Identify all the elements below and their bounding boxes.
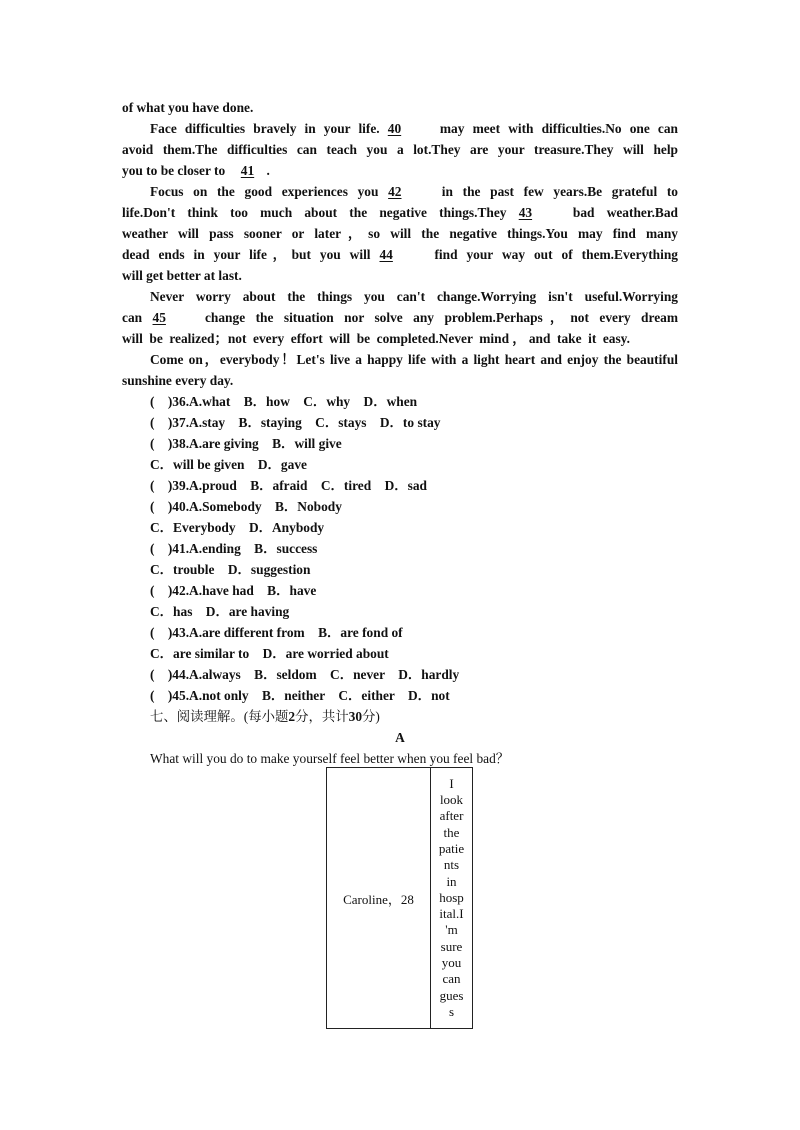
passage-line: will be realized；not every effort will be completed.Never mind，and take it easy. [122,331,630,346]
option-line: ( )41.A.ending B．success [150,541,318,556]
blank-44: 44 [379,247,393,262]
passage-line: Come on，everybody！Let's live a happy life with a light heart and enjoy the beautiful [150,352,678,367]
option-line: ( )38.A.are giving B．will give [150,436,342,451]
passage-line: Focus on the good experiences you 42 in the past few years.Be grateful to [150,184,678,199]
option-line: ( )42.A.have had B．have [150,583,317,598]
passage-line: of what you have done. [122,100,254,115]
option-line: ( )44.A.always B．seldom C．never D．hardly [150,667,460,682]
passage-line: Face difficulties bravely in your life. 40 may meet with difficulties.No one can [150,121,678,136]
blank-40: 40 [387,121,402,136]
passage-line: life.Don't think too much about the negative things.They 43 bad weather.Bad [122,205,678,220]
option-line: C．Everybody D．Anybody [150,520,325,535]
option-line: C．will be given D．gave [150,457,307,472]
option-line: ( )45.A.not only B．neither C．either D．not [150,688,450,703]
option-line: ( )39.A.proud B．afraid C．tired D．sad [150,478,428,493]
blank-43: 43 [518,205,533,220]
table-row [327,768,473,1029]
blank-42: 42 [388,184,402,199]
option-line: ( )36.A.what B．how C．why D．when [150,394,418,409]
passage-line: sunshine every day. [122,373,234,388]
option-line: ( )40.A.Somebody B．Nobody [150,499,342,514]
option-line: ( )37.A.stay B．staying C．stays D．to stay [150,415,441,430]
passage-line: you to be closer to 41 . [122,163,270,178]
quote-cell: I look after the patie nts in hosp ital.I 'm sure you can gues s [431,768,473,1029]
part-label: A [395,730,405,745]
person-cell: Caroline，28 [327,768,431,1029]
passage-line: avoid them.The difficulties can teach you a lot.They are your treasure.They will help [122,142,678,157]
option-line: C．are similar to D．are worried about [150,646,389,661]
reading-question: What will you do to make yourself feel better when you feel bad？ [150,751,510,766]
option-line: C．has D．are having [150,604,290,619]
option-line: C．trouble D．suggestion [150,562,311,577]
blank-41: 41 [240,163,255,178]
passage-line: dead ends in your life，but you will 44 find your way out of them.Everything [122,247,678,262]
passage-line: will get better at last. [122,268,242,283]
passage-line: can 45 change the situation nor solve any problem.Perhaps，not every dream [122,310,678,325]
option-line: ( )43.A.are different from B．are fond of [150,625,403,640]
section-heading: 七、阅读理解。(每小题2分，共计30分) [150,709,380,724]
passage-line: weather will pass sooner or later，so will the negative things.You may find many [122,226,678,241]
blank-45: 45 [152,310,166,325]
passage-line: Never worry about the things you can't change.Worrying isn't useful.Worrying [150,289,678,304]
reading-table [326,767,473,1029]
